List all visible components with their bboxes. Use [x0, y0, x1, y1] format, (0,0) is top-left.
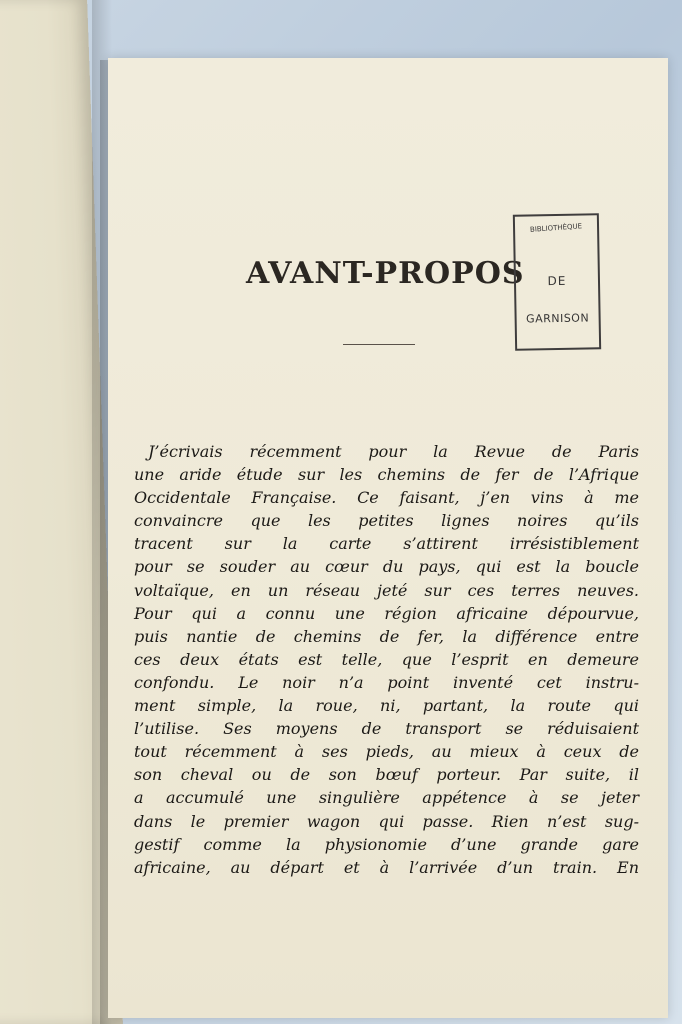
body-line: voltaïque, en un réseau jeté sur ces terres neuves.	[134, 580, 639, 600]
body-line: convaincre que les petites lignes noires qu’ils	[134, 511, 639, 531]
body-line: ment simple, la roue, ni, partant, la route qui	[134, 696, 639, 716]
library-stamp	[513, 213, 601, 350]
title-rule	[343, 344, 415, 345]
body-line: l’utilise. Ses moyens de transport se réduisaient	[134, 719, 639, 739]
stamp-line-3: GARNISON	[525, 311, 590, 326]
body-line: J’écrivais récemment pour la Revue de Paris	[148, 442, 639, 461]
body-line: ces deux états est telle, que l’esprit en demeure	[134, 649, 639, 669]
stamp-line-2: DE	[547, 273, 567, 289]
body-line: une aride étude sur les chemins de fer de l’Afrique	[134, 465, 639, 485]
body-line: confondu. Le noir n’a point inventé cet instru-	[134, 672, 639, 692]
body-line: gestif comme la physionomie d’une grande gare	[134, 834, 639, 854]
body-line: son cheval ou de son bœuf porteur. Par suite, il	[134, 765, 639, 785]
body-line: Occidentale Française. Ce faisant, j’en vins à me	[134, 488, 639, 508]
body-line: africaine, au départ et à l’arrivée d’un train. En	[134, 857, 639, 877]
body-text	[134, 440, 639, 879]
body-line: pour se souder au cœur du pays, qui est la boucle	[134, 557, 639, 577]
right-page	[108, 58, 668, 1018]
body-line: Pour qui a connu une région africaine dépourvue,	[134, 603, 639, 623]
body-line: dans le premier wagon qui passe. Rien n’est sug-	[134, 811, 639, 831]
body-line: a accumulé une singulière appétence à se jeter	[134, 788, 639, 808]
body-line: tracent sur la carte s’attirent irrésistiblement	[134, 534, 639, 554]
stamp-line-1: BIBLIOTHÈQUE	[529, 222, 583, 234]
body-line: tout récemment à ses pieds, au mieux à ceux de	[134, 742, 639, 762]
page-title: AVANT-PROPOS	[246, 256, 525, 291]
body-line: puis nantie de chemins de fer, la différence entre	[134, 626, 639, 646]
